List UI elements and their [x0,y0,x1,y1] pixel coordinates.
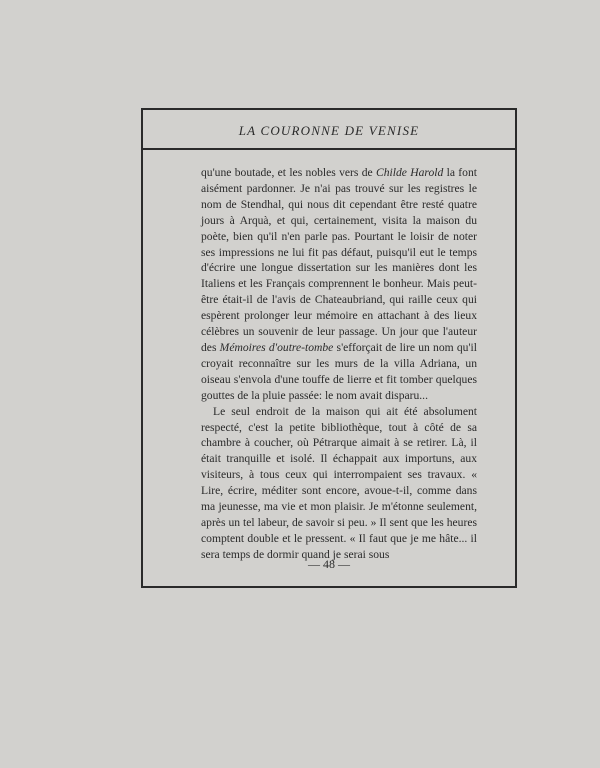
italic-title: Childe Harold [376,166,444,179]
text-run: qu'une boutade, et les nobles vers de [201,166,377,179]
running-head: LA COURONNE DE VENISE [238,123,420,138]
page-number: — 48 — [308,557,350,571]
text-run: la font aisément pardonner. Je n'ai pas trouvé sur les registres le nom de Stendhal, qui nous dit cependant être resté quatre jours à Arquà, et qui, certainement, visita la maison du poète, bien qu'il n'en parle pas. Pourtant le loisir de noter ses impressions ne lui fit pas défaut, puisqu'il eut le temps d'écrire une longue dissertation sur les manières dont les Italiens et les Français comprennent le bonheur. Mais peut-être était-il de l'avis de Chateaubriand, qui raille ceux qui espèrent prolonger leur mémoire en attachant à des lieux célèbres un souvenir de leur passage. Un jour que l'auteur des [201,166,477,354]
text-run: s'efforçait de lire un nom qu'il croyait reconnaître sur les murs de la villa Adriana, un oiseau s'envola d'une touffe de lierre et fit tomber quelques gouttes de la pluie passée: le nom avait disparu... [201,340,477,402]
paragraph [201,165,477,404]
paragraph [201,404,477,563]
header-band [143,110,515,150]
page-frame [141,108,517,588]
italic-title: Mémoires d'outre-tombe [219,340,334,354]
body-text [201,165,477,563]
text-run: Le seul endroit de la maison qui ait été absolument respecté, c'est la petite bibliothèque, tout à côté de sa chambre à coucher, où Pétrarque aimait à se retirer. Là, il était tranquille et isolé. Il échappait aux importuns, aux visiteurs, à tous ceux qui interrompaient ses travaux. « Lire, écrire, méditer sont encore, avoue-t-il, comme dans ma jeunesse, ma vie et mon plaisir. Je m'étonne seulement, après un tel labeur, de savoir si peu. » Il sent que les heures comptent double et le pressent. « Il faut que je me hâte... il sera temps de dormir quand je serai sous [201,404,477,561]
